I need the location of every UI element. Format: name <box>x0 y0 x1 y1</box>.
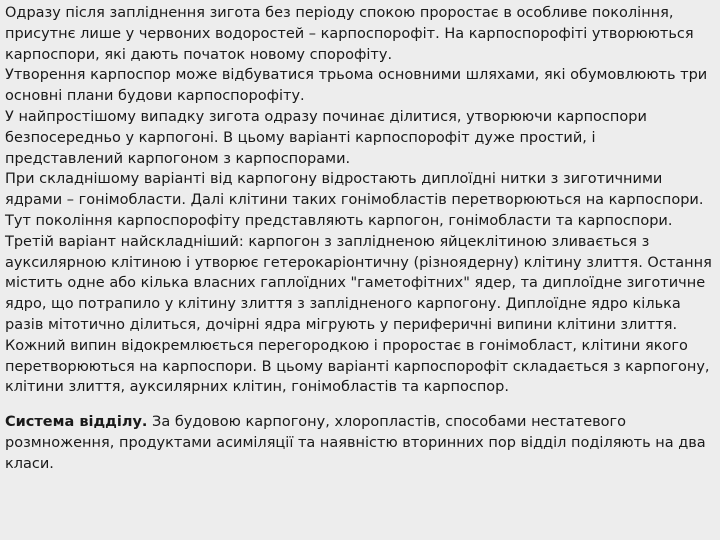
paragraph-simple-variant: У найпростішому випадку зигота одразу починає ділитися, утворюючи карпоспори безпосередньо у карпогоні. В цьому варіанті карпоспорофіт дуже простий, і представлений карпогоном з карпоспорами. <box>5 108 647 167</box>
document-page <box>5 3 717 475</box>
section-division-system <box>5 412 717 474</box>
section-heading: Система відділу. <box>5 414 148 431</box>
paragraph-complex-variant: При складнішому варіанті від карпогону відростають диплоїдні нитки з зиготичними ядрами – гонімобласти. Далі клітини таких гонімобластів перетворюються на карпоспори. Тут покоління карпоспорофіту представляють карпогон, гонімобласти та карпоспори. <box>5 171 704 229</box>
paragraph-carpospore-pathways: Утворення карпоспор може відбуватися трьома основними шляхами, які обумовлюють три основні плани будови карпоспорофіту. <box>5 67 708 105</box>
paragraph-zygote-development: Одразу після запліднення зигота без періоду спокою проростає в особливе покоління, присутнє лише у червоних водоростей – карпоспорофіт. На карпоспорофіті утворюються карпоспори, які дають початок новому спорофіту. <box>5 5 694 63</box>
paragraph-spacer <box>5 398 717 412</box>
paragraph-third-variant: Третій варіант найскладніший: карпогон з заплідненою яйцеклітиною зливається з ауксилярною клітиною і утворює гетерокаріонтичну (різноядерну) клітину злиття. Остання містить одне або кілька власних гаплоїдних "гаметофітних" ядер, та диплоїдне зиготичне ядро, що потрапило у клітину злиття з заплідненого карпогону. Диплоїдне ядро кілька разів мітотично ділиться, дочірні ядра мігрують у периферичні випини клітини злиття. Кожний випин відокремлюється перегородкою і проростає в гонімобласт, клітини якого перетворюються на карпоспори. В цьому варіанті карпоспорофіт складається з карпогону, клітини злиття, ауксилярних клітин, гонімобластів та карпоспор. <box>5 233 712 396</box>
section-body: За будовою карпогону, хлоропластів, способами нестатевого розмноження, продуктами асиміляції та наявністю вторинних пор відділ поділяють на два класи. <box>5 414 706 472</box>
